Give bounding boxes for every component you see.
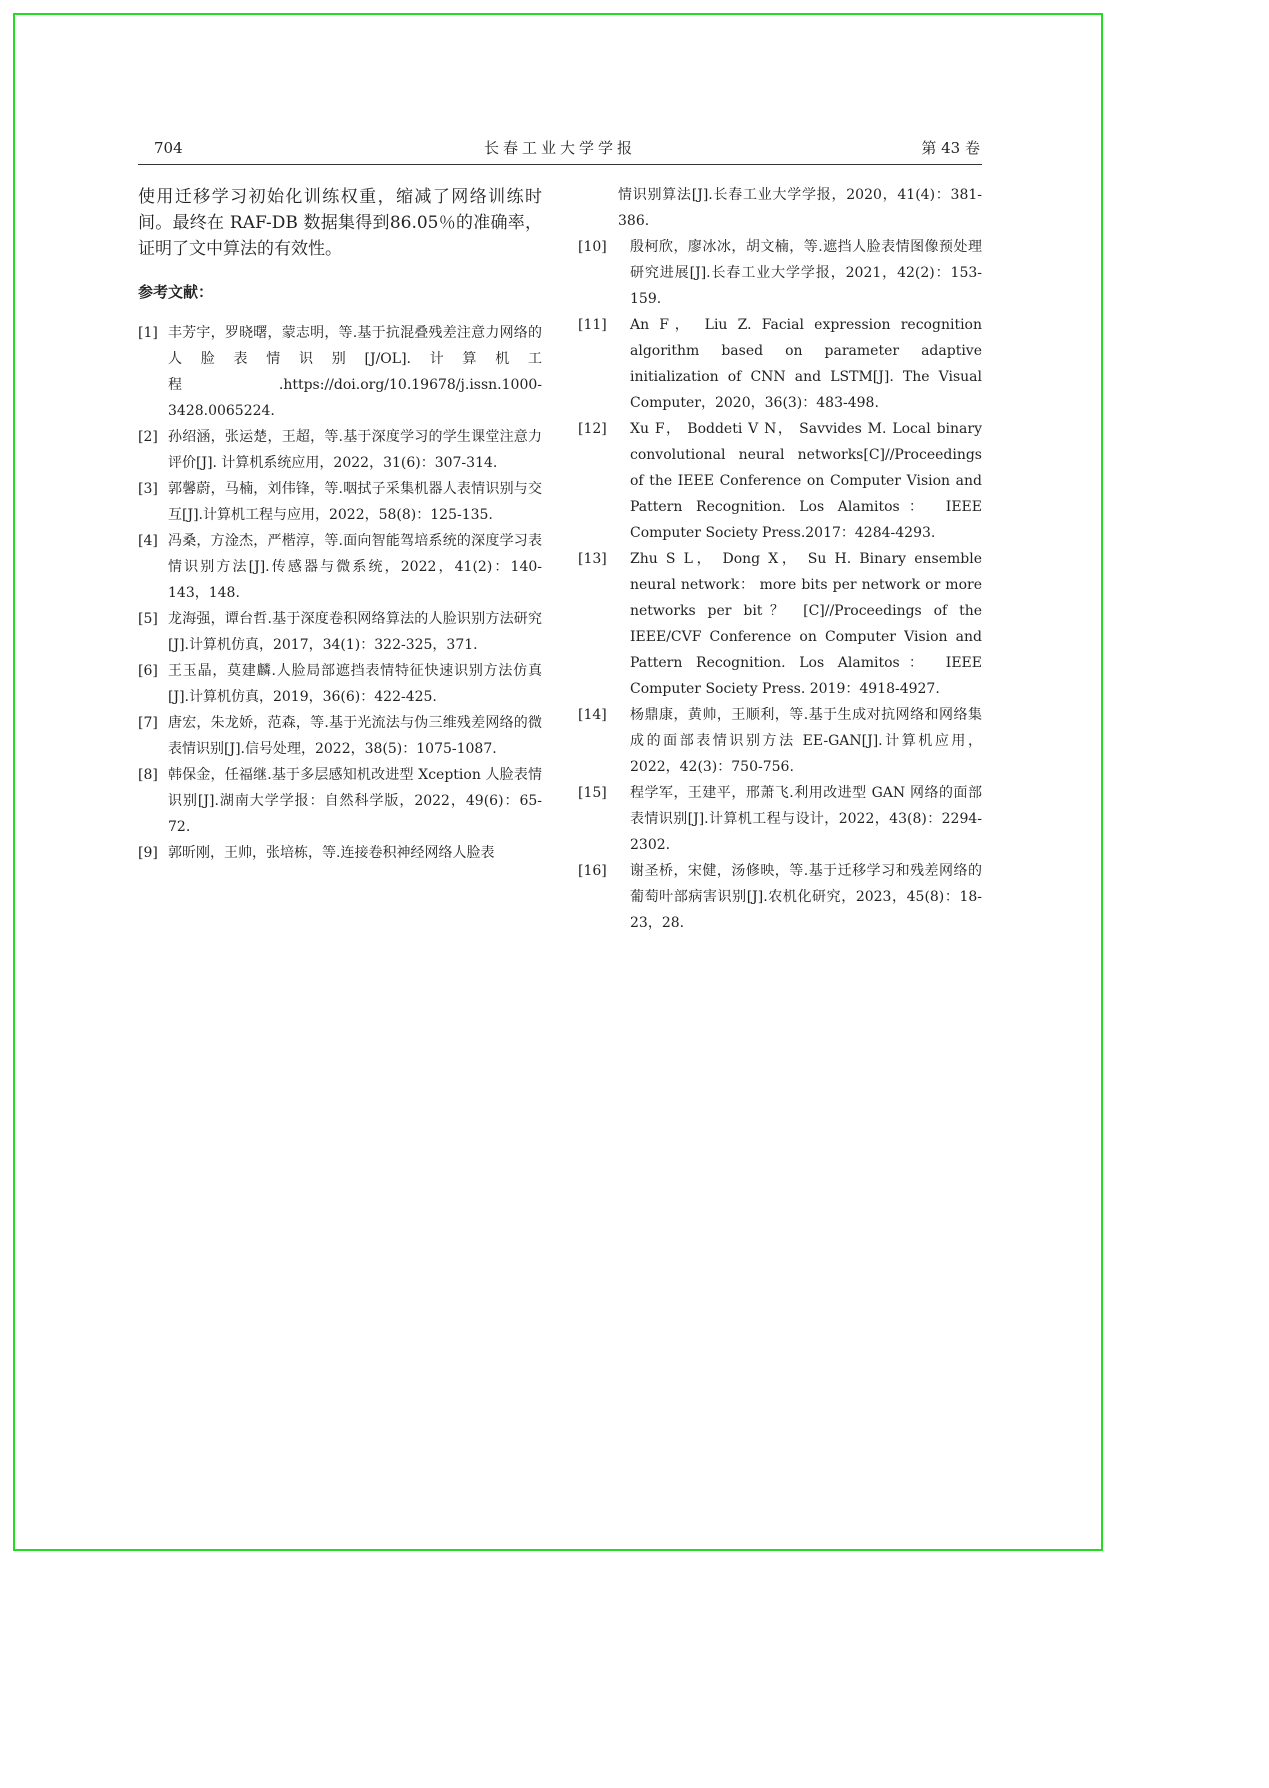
reference-text: Zhu S L， Dong X， Su H. Binary ensemble neural network： more bits per network or more networks per bit？ [C]//Proceedings of the IEEE/CVF Conference on Computer Vision and Pattern Recognition. Los Alamitos： IEEE Computer Society Press. 2019：4918-4927.	[630, 551, 982, 697]
reference-item	[138, 424, 542, 476]
reference-list-left	[138, 320, 542, 866]
reference-item	[578, 546, 982, 702]
reference-item	[138, 658, 542, 710]
reference-number: [6]	[138, 663, 158, 679]
reference-number: [14]	[578, 707, 607, 723]
reference-number: [10]	[578, 239, 607, 255]
reference-text: 郭馨蔚，马楠，刘伟锋，等.咽拭子采集机器人表情识别与交互[J].计算机工程与应用，2022，58(8)：125-135.	[168, 481, 542, 523]
running-header	[138, 138, 982, 158]
reference-item	[578, 858, 982, 936]
reference-number: [9]	[138, 845, 158, 861]
reference-number: [12]	[578, 421, 607, 437]
reference-text: 丰芳宇，罗晓曙，蒙志明，等.基于抗混叠残差注意力网络的人脸表情识别[J/OL].计算机工程.https://doi.org/10.19678/j.issn.1000-3428.0065224.	[168, 325, 542, 419]
reference-number: [1]	[138, 325, 158, 341]
reference-number: [2]	[138, 429, 158, 445]
reference-number: [15]	[578, 785, 607, 801]
reference-text: 孙绍涵，张运楚，王超，等.基于深度学习的学生课堂注意力评价[J]. 计算机系统应用，2022，31(6)：307-314.	[168, 429, 542, 471]
reference-text: 韩保金，任福继.基于多层感知机改进型 Xception 人脸表情识别[J].湖南大学学报：自然科学版，2022，49(6)：65-72.	[168, 767, 542, 835]
right-column	[578, 182, 982, 936]
reference-item	[138, 606, 542, 658]
reference-number: [13]	[578, 551, 607, 567]
reference-number: [4]	[138, 533, 158, 549]
reference-item	[138, 762, 542, 840]
reference-number: [16]	[578, 863, 607, 879]
reference-number: [5]	[138, 611, 158, 627]
header-rule	[138, 164, 982, 165]
reference-text: 唐宏，朱龙娇，范森，等.基于光流法与伪三维残差网络的微表情识别[J].信号处理，2022，38(5)：1075-1087.	[168, 715, 542, 757]
reference-text: 谢圣桥，宋健，汤修映，等.基于迁移学习和残差网络的葡萄叶部病害识别[J].农机化研究，2023，45(8)：18-23，28.	[630, 863, 982, 931]
left-column	[138, 184, 542, 866]
page-number: 704	[154, 139, 183, 157]
reference-item	[138, 476, 542, 528]
reference-text: 冯桑，方淦杰，严楷淳，等.面向智能驾培系统的深度学习表情识别方法[J].传感器与微系统，2022，41(2)：140-143，148.	[168, 533, 542, 601]
conclusion-paragraph: 使用迁移学习初始化训练权重，缩减了网络训练时间。最终在 RAF-DB 数据集得到86.05％的准确率，证明了文中算法的有效性。	[138, 187, 542, 259]
reference-number: [3]	[138, 481, 158, 497]
references-heading: 参考文献：	[138, 283, 214, 301]
reference-text: 王玉晶，莫建麟.人脸局部遮挡表情特征快速识别方法仿真[J].计算机仿真，2019，36(6)：422-425.	[168, 663, 542, 705]
reference-item	[578, 234, 982, 312]
journal-title: 长春工业大学学报	[483, 139, 636, 157]
reference-item	[578, 416, 982, 546]
reference-number: [7]	[138, 715, 158, 731]
reference-text: 龙海强，谭台哲.基于深度卷积网络算法的人脸识别方法研究[J].计算机仿真，2017，34(1)：322-325，371.	[168, 611, 542, 653]
reference-item	[138, 320, 542, 424]
reference-text: 程学军，王建平，邢萧飞.利用改进型 GAN 网络的面部表情识别[J].计算机工程与设计，2022，43(8)：2294-2302.	[630, 785, 982, 853]
reference-text: 殷柯欣，廖冰冰，胡文楠，等.遮挡人脸表情图像预处理研究进展[J].长春工业大学学报，2021，42(2)：153-159.	[630, 239, 982, 307]
reference-text: Xu F， Boddeti V N， Savvides M. Local binary convolutional neural networks[C]//Proceedings of the IEEE Conference on Computer Vision and Pattern Recognition. Los Alamitos： IEEE Computer Society Press.2017：4284-4293.	[630, 421, 982, 541]
reference-item	[578, 780, 982, 858]
reference-item	[578, 312, 982, 416]
reference-text: An F， Liu Z. Facial expression recognition algorithm based on parameter adaptive initialization of CNN and LSTM[J]. The Visual Computer，2020，36(3)：483-498.	[630, 317, 982, 411]
reference-text: 郭昕刚，王帅，张培栋，等.连接卷积神经网络人脸表	[168, 845, 495, 861]
reference-continuation: 情识别算法[J].长春工业大学学报，2020，41(4)：381-386.	[618, 187, 982, 229]
reference-item	[138, 528, 542, 606]
reference-number: [8]	[138, 767, 158, 783]
reference-text: 杨鼎康，黄帅，王顺利，等.基于生成对抗网络和网络集成的面部表情识别方法 EE-GAN[J].计算机应用，2022，42(3)：750-756.	[630, 707, 982, 775]
reference-item	[138, 710, 542, 762]
reference-list-right	[578, 234, 982, 936]
reference-item	[578, 702, 982, 780]
volume-label: 第 43 卷	[921, 139, 980, 157]
reference-item	[138, 840, 542, 866]
reference-number: [11]	[578, 317, 607, 333]
